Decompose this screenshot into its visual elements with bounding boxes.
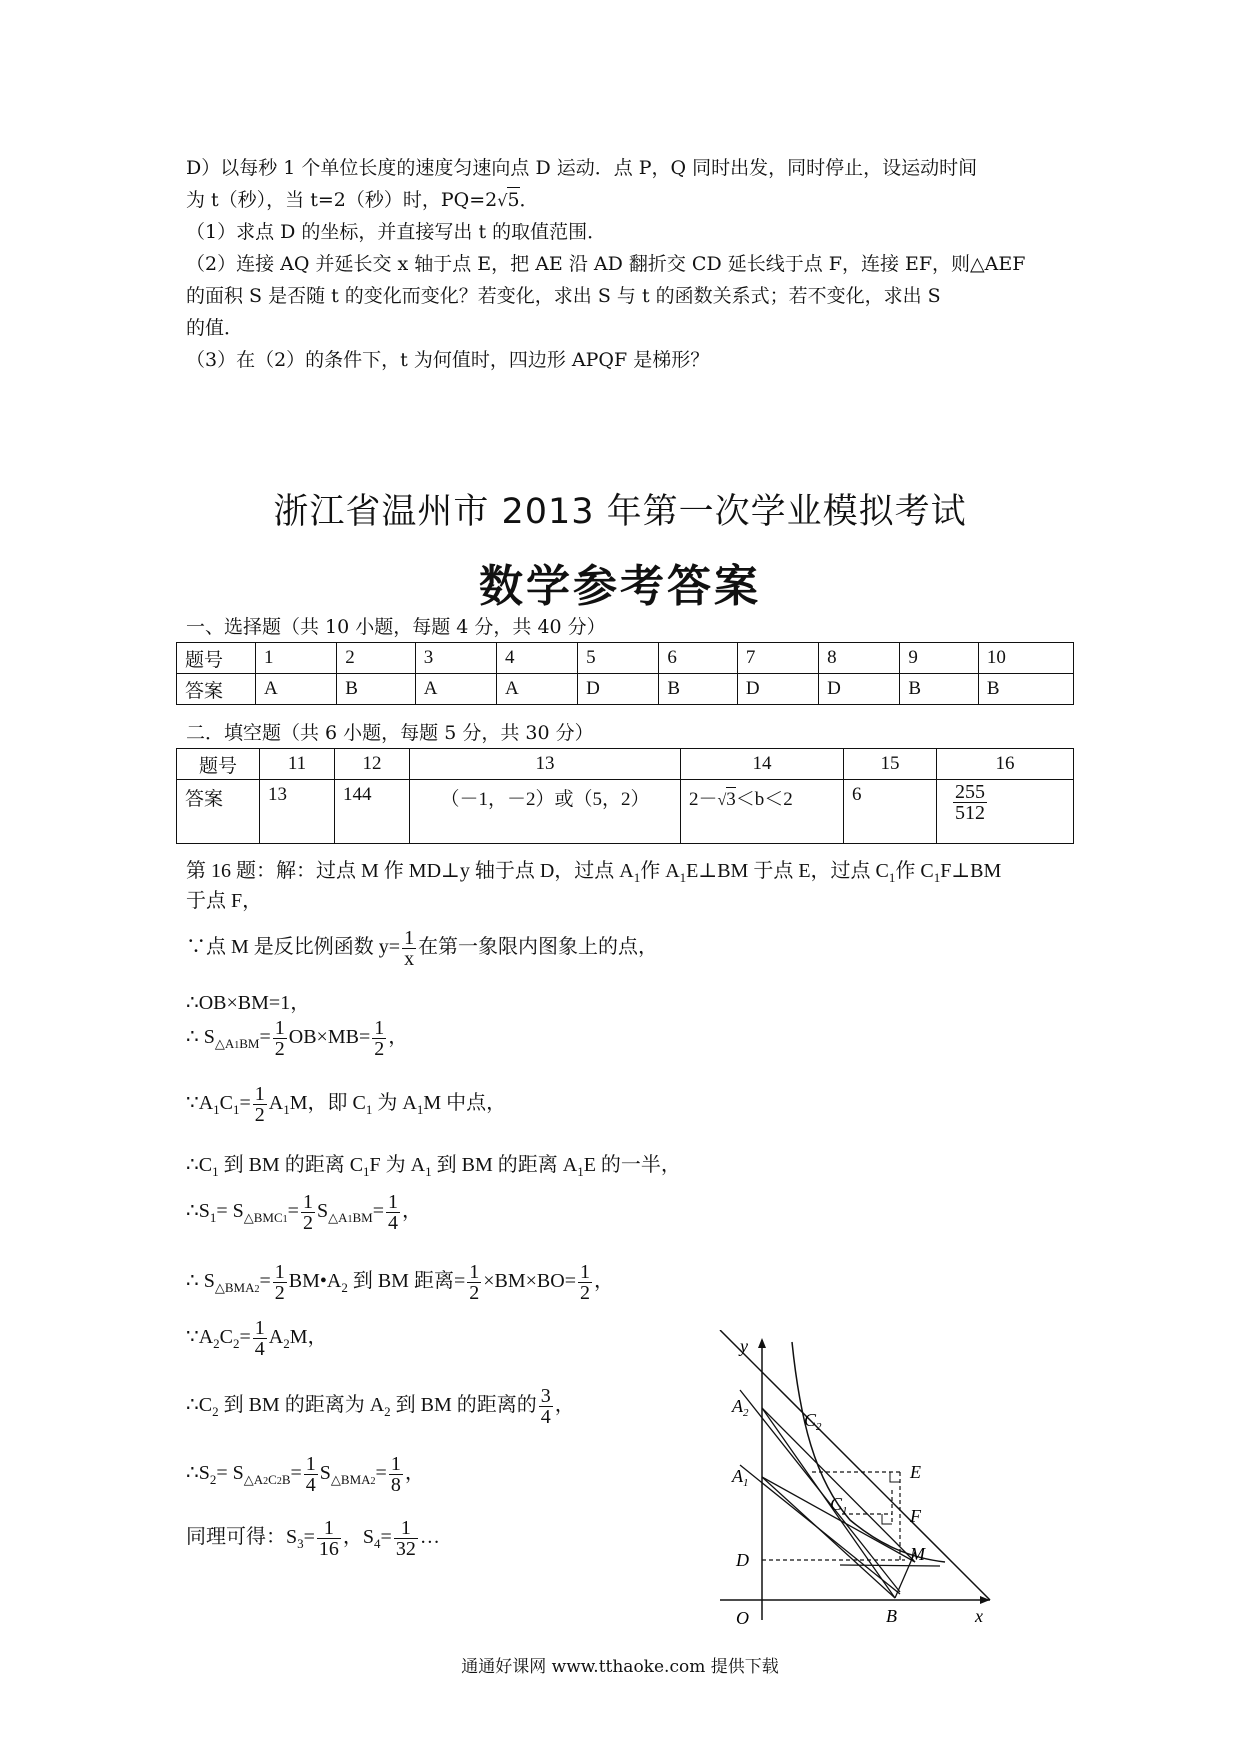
table-cell: 2－√3＜b＜2 bbox=[681, 780, 844, 844]
table-cell: 144 bbox=[335, 780, 410, 844]
table-cell: 13 bbox=[260, 780, 335, 844]
label-F: F bbox=[910, 1506, 921, 1526]
table-cell: 13 bbox=[410, 749, 681, 780]
fraction: $\frac{255}{512}$ bbox=[955, 781, 985, 824]
table-cell: A bbox=[256, 674, 337, 705]
table-cell: 15 bbox=[844, 749, 937, 780]
line-A1B-ext bbox=[740, 1465, 900, 1594]
solution-line-7: $\therefore C_1$ 到 BM 的距离 $C_1F$ 为 $A_1$ 到 BM 的距离 $A_1E$ 的一半， bbox=[186, 1154, 681, 1179]
label-A2: $A_2$ bbox=[732, 1396, 749, 1419]
table-cell: 12 bbox=[335, 749, 410, 780]
table-row bbox=[177, 780, 1074, 844]
solution-line-3: ∵点 M 是反比例函数 y= $\frac{1}{x}$ 在第一象限内图象上的点， bbox=[186, 927, 659, 970]
y-axis-arrow bbox=[758, 1338, 766, 1348]
problem-line-6: 的值． bbox=[186, 317, 244, 339]
line-A2B bbox=[762, 1408, 895, 1598]
table-cell: 6 bbox=[844, 780, 937, 844]
table-cell: A bbox=[415, 674, 496, 705]
table-cell: 8 bbox=[819, 643, 900, 674]
problem-line-3: （1）求点 D 的坐标，并直接写出 t 的取值范围． bbox=[186, 221, 607, 243]
table-cell: B bbox=[900, 674, 978, 705]
line-A2M bbox=[762, 1408, 915, 1562]
solution-line-8: $\therefore S_1= S_{\triangle BMC1}=$ $\frac{1}{2}$ $S_{\triangle A1BM}=$ $\frac{1}{4}$ ， bbox=[186, 1191, 422, 1234]
table-cell: D bbox=[578, 674, 659, 705]
solution-line-1: 第 16 题：解：过点 M 作 MD⊥y 轴于点 D，过点 $A_1$作 $A_1E\perp BM$ 于点 E，过点 $C_1$作 $C_1F\perp BM$ bbox=[186, 860, 1002, 885]
solution-line-13: 同理可得：$S_3=$ $\frac{1}{16}$ ，$S_4=$ $\frac{1}{32}$ … bbox=[186, 1517, 440, 1560]
table-row bbox=[177, 643, 1074, 674]
table-cell: 2 bbox=[337, 643, 415, 674]
solution-line-2: 于点 F， bbox=[186, 890, 263, 912]
label-x: x bbox=[975, 1606, 983, 1626]
solution-line-9: ∴ $S_{\triangle BMA2}=$ $\frac{1}{2}$ $BM•A_2$ 到 BM 距离= $\frac{1}{2}$ ×BM×BO= $\frac{1}{2}$ ， bbox=[186, 1261, 614, 1304]
table-row bbox=[177, 749, 1074, 780]
section2-heading: 二．填空题（共 6 小题，每题 5 分，共 30 分） bbox=[186, 722, 594, 744]
problem-line-4: （2）连接 AQ 并延长交 x 轴于点 E，把 AE 沿 AD 翻折交 CD 延长线于点 F，连接 EF，则△AEF bbox=[186, 253, 1026, 275]
row-label: 答案 bbox=[177, 780, 260, 844]
right-angle-E bbox=[890, 1472, 900, 1482]
label-E: E bbox=[910, 1462, 921, 1482]
geometry-figure bbox=[700, 1330, 1000, 1630]
row-label: 题号 bbox=[177, 643, 256, 674]
table-cell: 10 bbox=[978, 643, 1073, 674]
solution-line-10: $\because A_2C_2=$ $\frac{1}{4}$ $A_2M$， bbox=[186, 1317, 328, 1360]
table-cell: 6 bbox=[659, 643, 737, 674]
table-cell: B bbox=[659, 674, 737, 705]
table-cell: B bbox=[337, 674, 415, 705]
choice-answer-table bbox=[176, 642, 1074, 705]
label-y: y bbox=[740, 1336, 748, 1356]
label-M: M bbox=[910, 1544, 925, 1564]
table-cell: 9 bbox=[900, 643, 978, 674]
section1-heading: 一、选择题（共 10 小题，每题 4 分，共 40 分） bbox=[186, 616, 606, 638]
problem-line-2: 为 t（秒），当 t=2（秒）时，PQ=2√5． bbox=[186, 189, 539, 211]
solution-line-4: ∴OB×BM=1， bbox=[186, 992, 311, 1014]
label-B: B bbox=[886, 1606, 897, 1626]
problem-text bbox=[186, 152, 1066, 376]
table-cell: 14 bbox=[681, 749, 844, 780]
table-cell bbox=[937, 780, 1074, 844]
label-O: O bbox=[736, 1608, 749, 1628]
footer: 通通好课网 www.tthaoke.com 提供下载 bbox=[461, 1657, 779, 1677]
fill-answer-table bbox=[176, 748, 1074, 844]
table-cell: D bbox=[737, 674, 818, 705]
table-cell: 4 bbox=[496, 643, 577, 674]
table-row bbox=[177, 674, 1074, 705]
right-angle-F bbox=[882, 1514, 892, 1524]
table-cell: 1 bbox=[256, 643, 337, 674]
solution-line-5: ∴ $S_{\triangle A1BM}=$ $\frac{1}{2}$ OB×MB= $\frac{1}{2}$ ， bbox=[186, 1017, 409, 1060]
problem-line-1: D）以每秒 1 个单位长度的速度匀速向点 D 运动．点 P，Q 同时出发，同时停止，设运动时间 bbox=[186, 157, 978, 179]
hyperbola-curve bbox=[792, 1342, 945, 1562]
table-cell: 11 bbox=[260, 749, 335, 780]
table-cell: D bbox=[819, 674, 900, 705]
problem-line-5: 的面积 S 是否随 t 的变化而变化？若变化，求出 S 与 t 的函数关系式；若不变化，求出 S bbox=[186, 285, 941, 307]
table-cell: 3 bbox=[415, 643, 496, 674]
table-cell: 5 bbox=[578, 643, 659, 674]
page-title: 浙江省温州市 2013 年第一次学业模拟考试 bbox=[273, 492, 967, 532]
table-cell: A bbox=[496, 674, 577, 705]
label-C1: $C_1$ bbox=[830, 1494, 848, 1517]
row-label: 答案 bbox=[177, 674, 256, 705]
x-axis-arrow bbox=[980, 1596, 990, 1604]
line-through-M bbox=[840, 1565, 940, 1566]
page-subtitle: 数学参考答案 bbox=[479, 561, 761, 612]
label-A1: $A_1$ bbox=[732, 1466, 749, 1489]
table-cell: 7 bbox=[737, 643, 818, 674]
solution-line-11: $\therefore C_2$ 到 BM 的距离为 $A_2$ 到 BM 的距离的 $\frac{3}{4}$ ， bbox=[186, 1385, 575, 1428]
table-cell: （－1，－2）或（5，2） bbox=[410, 780, 681, 844]
solution-line-12: $\therefore S_2= S_{\triangle A2C2B}=$ $\frac{1}{4}$ $S_{\triangle BMA2}=$ $\frac{1}{8}$ ， bbox=[186, 1453, 425, 1496]
label-C2: $C_2$ bbox=[804, 1410, 822, 1433]
solution-line-6: $\because A_1C_1=$ $\frac{1}{2}$ $A_1M$，即 $C_1$ 为 $A_1M$ 中点， bbox=[186, 1083, 507, 1126]
table-cell: 16 bbox=[937, 749, 1074, 780]
table-cell: B bbox=[978, 674, 1073, 705]
problem-line-7: （3）在（2）的条件下，t 为何值时，四边形 APQF 是梯形？ bbox=[186, 349, 710, 371]
label-D: D bbox=[736, 1550, 749, 1570]
row-label: 题号 bbox=[177, 749, 260, 780]
